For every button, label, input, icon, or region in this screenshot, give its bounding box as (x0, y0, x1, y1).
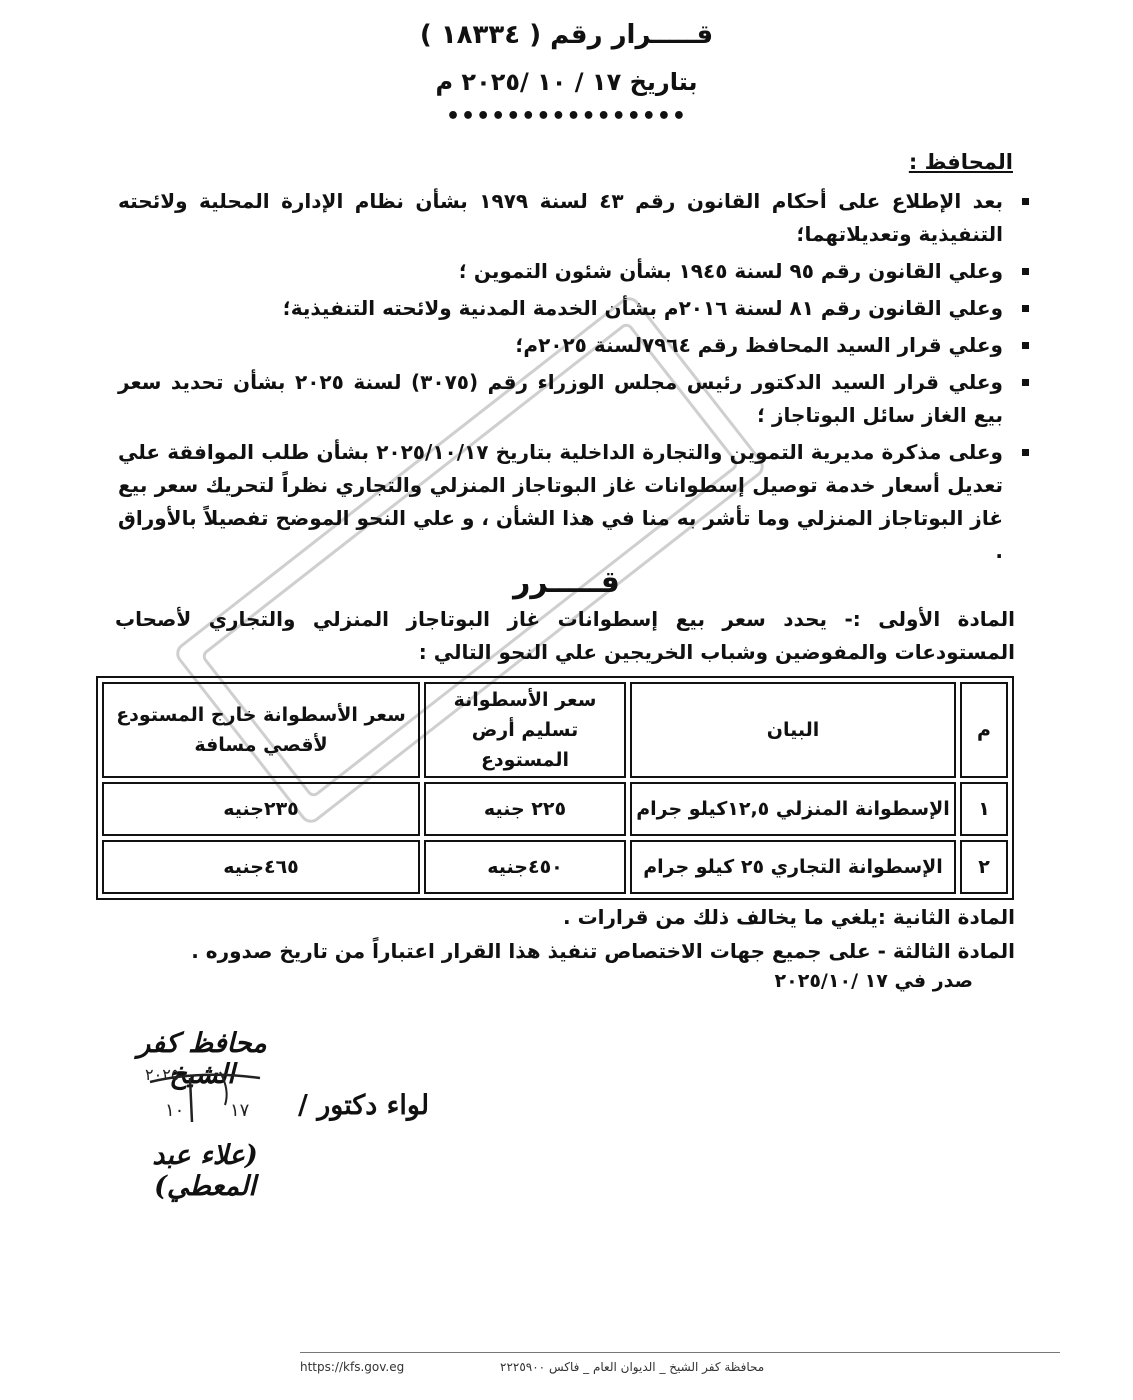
footer-divider (300, 1352, 1060, 1353)
signature-year: ٢٠٢٥ (145, 1065, 180, 1084)
list-item: وعلي القانون رقم ٨١ لسنة ٢٠١٦م بشأن الخدمة المدنية ولائحته التنفيذية؛ (118, 292, 1033, 325)
cell-num: ١ (960, 782, 1008, 836)
header-num: م (960, 682, 1008, 778)
cell-price-depot: ٢٢٥ جنيه (424, 782, 626, 836)
decree-title: قـــــرار رقم ( ١٨٣٣٤ ) (419, 20, 714, 50)
signatory-rank: لواء دكتور / (298, 1090, 430, 1121)
cell-description: الإسطوانة المنزلي ١٢,٥كيلو جرام (630, 782, 956, 836)
decree-heading: قـــــرر (513, 565, 620, 600)
signature-title: محافظ كفر الشيخ (137, 1028, 267, 1090)
header-price-depot: سعر الأسطوانة تسليم أرض المستودع (424, 682, 626, 778)
article-2: المادة الثانية :يلغي ما يخالف ذلك من قرارات . (563, 905, 1015, 929)
article-1: المادة الأولى :- يحدد سعر بيع إسطوانات غاز البوتاجاز المنزلي والتجاري لأصحاب المستودعات والمفوضين وشباب الخريجين علي النحو التالي : (115, 607, 1015, 664)
signature-day: ١٧ (230, 1100, 250, 1121)
governor-label: المحافظ : (908, 150, 1013, 174)
list-item: وعلي القانون رقم ٩٥ لسنة ١٩٤٥ بشأن شئون التموين ؛ (118, 255, 1033, 288)
bullet-icon (1022, 198, 1029, 205)
list-item: وعلي قرار السيد الدكتور رئيس مجلس الوزراء رقم (٣٠٧٥) لسنة ٢٠٢٥ بشأن تحديد سعر بيع الغاز سائل البوتاجاز ؛ (118, 366, 1033, 432)
preamble-clauses (118, 185, 1033, 572)
cell-num: ٢ (960, 840, 1008, 894)
decree-date: بتاريخ ١٧ / ١٠ /٢٠٢٥ م (435, 68, 698, 96)
footer-text: محافظة كفر الشيخ _ الديوان العام _ فاكس ٢٢٢٥٩٠٠ (500, 1360, 765, 1374)
bullet-icon (1022, 305, 1029, 312)
price-table (96, 676, 1014, 900)
list-item: وعلي قرار السيد المحافظ رقم ٧٩٦٤لسنة ٢٠٢٥م؛ (118, 329, 1033, 362)
cell-price-depot: ٤٥٠جنيه (424, 840, 626, 894)
list-item: بعد الإطلاع على أحكام القانون رقم ٤٣ لسنة ١٩٧٩ بشأن نظام الإدارة المحلية ولائحته التنفيذية وتعديلاتهما؛ (118, 185, 1033, 251)
cell-description: الإسطوانة التجاري ٢٥ كيلو جرام (630, 840, 956, 894)
table-header-row (102, 682, 1008, 778)
handwritten-signature-date (130, 1060, 280, 1130)
article-3: المادة الثالثة - على جميع جهات الاختصاص تنفيذ هذا القرار اعتباراً من تاريخ صدوره . (191, 939, 1015, 963)
header-price-outside: سعر الأسطوانة خارج المستودع لأقصي مسافة (102, 682, 420, 778)
table-row (102, 782, 1008, 836)
cell-price-outside: ٤٦٥جنيه (102, 840, 420, 894)
bullet-icon (1022, 342, 1029, 349)
bullet-icon (1022, 379, 1029, 386)
footer-url[interactable]: https://kfs.gov.eg (300, 1360, 405, 1374)
bullet-icon (1022, 268, 1029, 275)
signatory-name: (علاء عبد المعطي) (152, 1140, 258, 1202)
cell-price-outside: ٢٣٥جنيه (102, 782, 420, 836)
list-item: وعلى مذكرة مديرية التموين والتجارة الداخلية بتاريخ ٢٠٢٥/١٠/١٧ بشأن طلب الموافقة علي تعديل أسعار خدمة توصيل إسطوانات غاز البوتاجاز المنزلي والتجاري نظراً لتحريك سعر بيع غاز البوتاجاز المنزلي وما تأشر به منا في هذا الشأن ، و علي النحو الموضح تفصيلاً بالأوراق . (118, 436, 1033, 568)
issued-date: صدر في ١٧ /٢٠٢٥/١٠ (774, 970, 973, 992)
header-description: البيان (630, 682, 956, 778)
signature-month: ١٠ (165, 1100, 185, 1121)
table-row (102, 840, 1008, 894)
separator: •••••••••••••••• (446, 104, 687, 129)
bullet-icon (1022, 449, 1029, 456)
